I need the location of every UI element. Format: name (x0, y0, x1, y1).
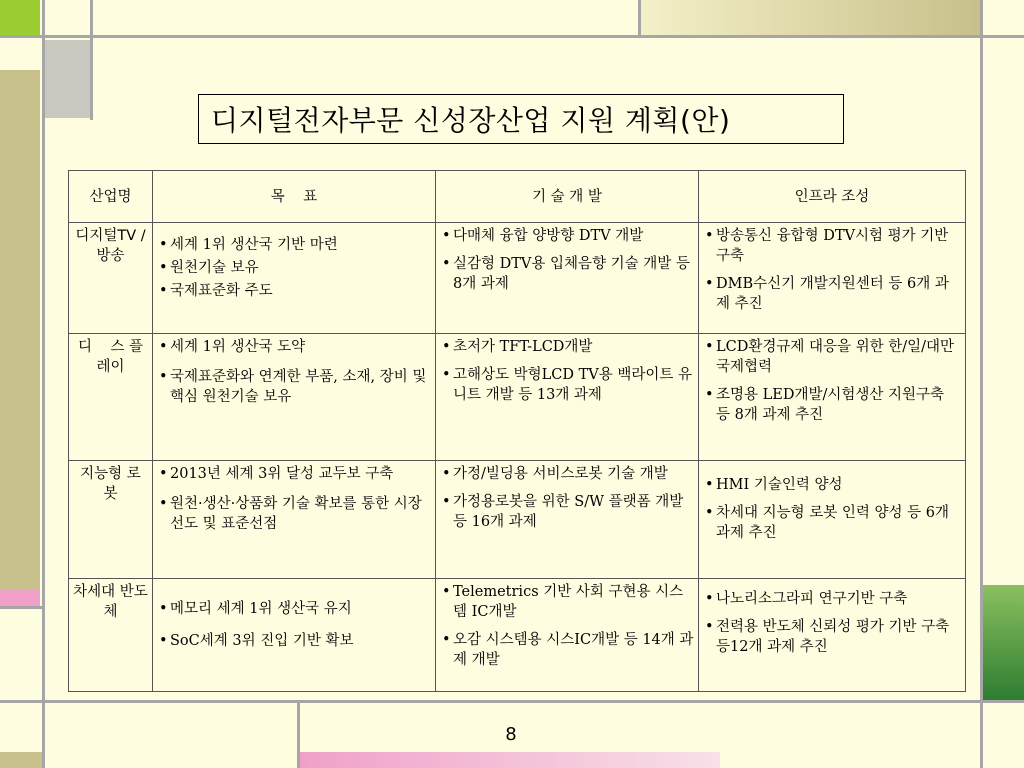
frame-line (90, 0, 93, 120)
frame-line (980, 0, 983, 768)
table-row (69, 579, 966, 692)
list-item: • DMB수신기 개발지원센터 등 6개 과제 추진 (703, 274, 961, 314)
table-row (69, 333, 966, 460)
header-tech: 기 술 개 발 (436, 171, 699, 223)
list-item: • 가정용로봇을 위한 S/W 플랫폼 개발 등 16개 과제 (440, 492, 694, 532)
deco-pink-strip-bottom (300, 752, 720, 768)
list-item: • 원천·생산·상품화 기술 확보를 통한 시장선도 및 표준선점 (157, 494, 431, 534)
table-row (69, 223, 966, 334)
frame-line (0, 606, 45, 609)
infra-cell (699, 333, 966, 460)
goal-cell (153, 460, 436, 579)
deco-green-block-right (982, 585, 1024, 700)
list-item: • 오감 시스템용 시스IC개발 등 14개 과제 개발 (440, 630, 694, 670)
infra-cell (699, 460, 966, 579)
frame-line (0, 35, 1024, 38)
slide-title (198, 94, 844, 144)
list-item: • 가정/빌딩용 서비스로봇 기술 개발 (440, 464, 694, 484)
industry-cell: 차세대 반도체 (69, 579, 153, 692)
industry-cell: 디지털TV / 방송 (69, 223, 153, 334)
goal-cell (153, 223, 436, 334)
list-item: • 초저가 TFT-LCD개발 (440, 337, 694, 357)
infra-cell (699, 579, 966, 692)
list-item: • 다매체 융합 양방향 DTV 개발 (440, 226, 694, 246)
slide-title-text: 디지털전자부문 신성장산업 지원 계획(안) (211, 104, 731, 137)
list-item: • 고해상도 박형LCD TV용 백라이트 유니트 개발 등 13개 과제 (440, 365, 694, 405)
tech-cell (436, 333, 699, 460)
tech-cell (436, 460, 699, 579)
list-item: • LCD환경규제 대응을 위한 한/일/대만 국제협력 (703, 337, 961, 377)
deco-gray-block-top (45, 40, 90, 118)
list-item: • 나노리소그라피 연구기반 구축 (703, 589, 961, 609)
table-header-row (69, 171, 966, 223)
list-item: • 세계 1위 생산국 기반 마련 (157, 235, 431, 255)
deco-olive-block-top-right (640, 0, 980, 35)
industry-cell: 지능형 로 봇 (69, 460, 153, 579)
industry-cell: 디 스 플레이 (69, 333, 153, 460)
goal-cell (153, 579, 436, 692)
frame-line (0, 700, 1024, 703)
list-item: • 전력용 반도체 신뢰성 평가 기반 구축 등12개 과제 추진 (703, 617, 961, 657)
frame-line (638, 0, 641, 36)
list-item: • 방송통신 융합형 DTV시험 평가 기반구축 (703, 226, 961, 266)
plan-table (68, 170, 966, 692)
list-item: • HMI 기술인력 양성 (703, 475, 961, 495)
header-infra: 인프라 조성 (699, 171, 966, 223)
frame-line (297, 700, 300, 768)
list-item: • SoC세계 3위 진입 기반 확보 (157, 631, 431, 651)
list-item: • 2013년 세계 3위 달성 교두보 구축 (157, 464, 431, 484)
deco-olive-block-left (0, 70, 40, 590)
deco-green-strip-bottom-left (0, 752, 45, 768)
page-number: 8 (505, 724, 517, 745)
list-item: • 조명용 LED개발/시험생산 지원구축 등 8개 과제 추진 (703, 385, 961, 425)
list-item: • 실감형 DTV용 입체음향 기술 개발 등 8개 과제 (440, 254, 694, 294)
deco-green-square (0, 0, 40, 35)
header-industry: 산업명 (69, 171, 153, 223)
list-item: • Telemetrics 기반 사회 구현용 시스템 IC개발 (440, 582, 694, 622)
list-item: • 차세대 지능형 로봇 인력 양성 등 6개 과제 추진 (703, 503, 961, 543)
infra-cell (699, 223, 966, 334)
frame-line (42, 0, 45, 768)
list-item: • 메모리 세계 1위 생산국 유지 (157, 599, 431, 619)
tech-cell (436, 223, 699, 334)
list-item: • 세계 1위 생산국 도약 (157, 337, 431, 357)
goal-cell (153, 333, 436, 460)
list-item: • 원천기술 보유 (157, 258, 431, 278)
header-goal: 목 표 (153, 171, 436, 223)
list-item: • 국제표준화 주도 (157, 281, 431, 301)
table-row (69, 460, 966, 579)
list-item: • 국제표준화와 연계한 부품, 소재, 장비 및 핵심 원천기술 보유 (157, 367, 431, 407)
deco-pink-strip-left (0, 590, 40, 606)
tech-cell (436, 579, 699, 692)
